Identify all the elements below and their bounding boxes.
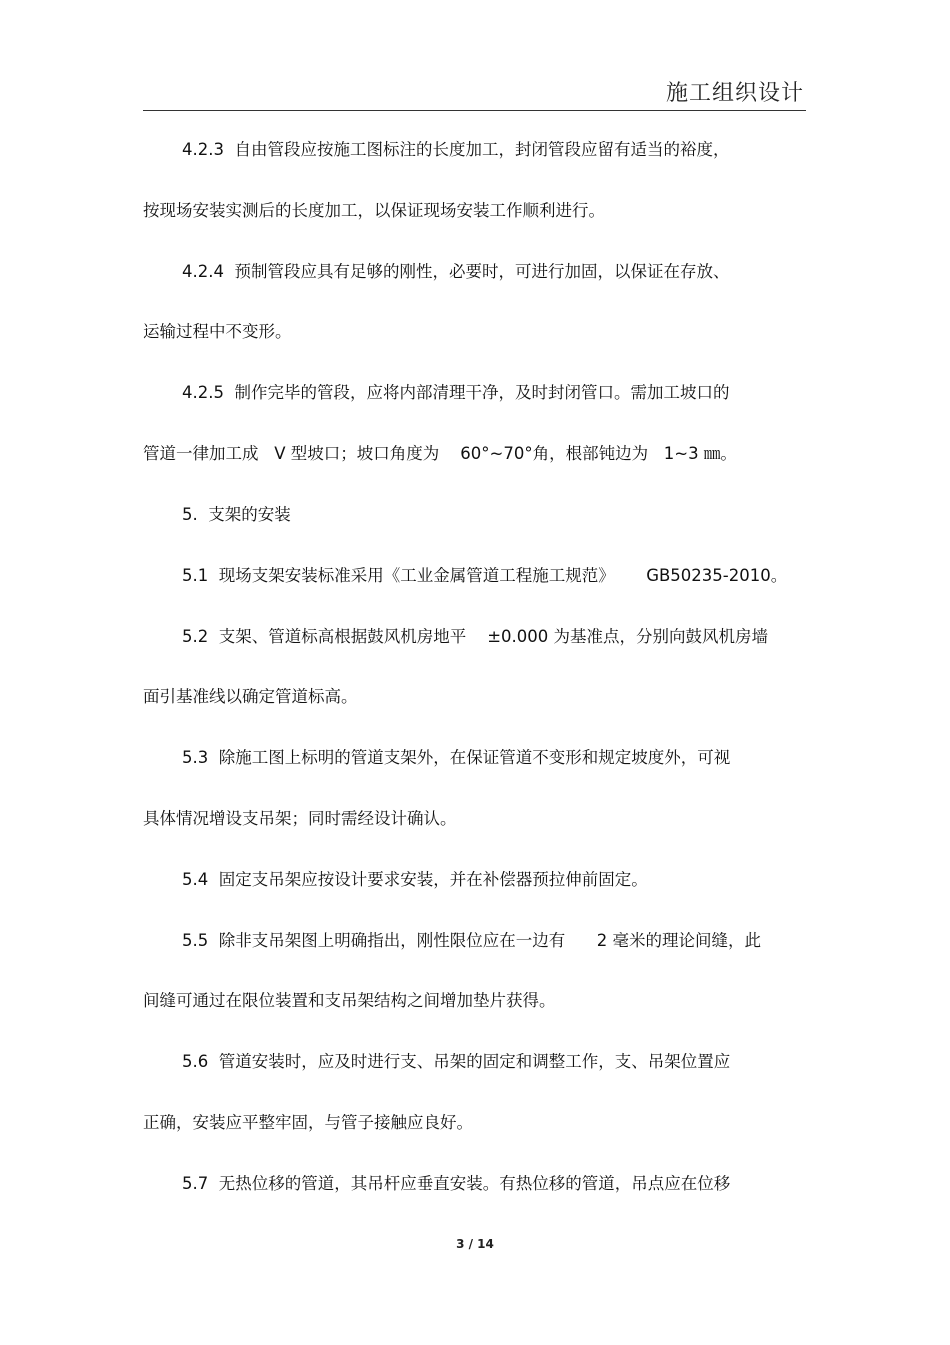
text-line: 间缝可通过在限位装置和支吊架结构之间增加垫片获得。: [143, 991, 556, 1010]
text-line: 5.3 除施工图上标明的管道支架外，在保证管道不变形和规定坡度外，可视: [182, 748, 731, 767]
page-number: 3 / 14: [456, 1237, 494, 1251]
text-line: 具体情况增设支吊架；同时需经设计确认。: [143, 809, 457, 828]
text-line: 5.6 管道安装时，应及时进行支、吊架的固定和调整工作，支、吊架位置应: [182, 1052, 731, 1071]
header-divider: [143, 110, 806, 111]
text-line: 5.2 支架、管道标高根据鼓风机房地平 ±0.000 为基准点，分别向鼓风机房墙: [182, 627, 769, 646]
text-line: 5.7 无热位移的管道，其吊杆应垂直安装。有热位移的管道，吊点应在位移: [182, 1174, 731, 1193]
header-title: 施工组织设计: [665, 81, 804, 106]
text-line: 5.1 现场支架安装标准采用《工业金属管道工程施工规范》 GB50235-2010。: [182, 566, 788, 585]
section-heading: 5. 支架的安装: [182, 505, 291, 524]
text-line: 5.5 除非支吊架图上明确指出，刚性限位应在一边有 2 毫米的理论间缝，此: [182, 931, 761, 950]
text-line: 4.2.5 制作完毕的管段，应将内部清理干净，及时封闭管口。需加工坡口的: [182, 383, 730, 402]
text-line: 管道一律加工成 V 型坡口；坡口角度为 60°~70°角，根部钝边为 1~3 ㎜。: [143, 444, 737, 463]
text-line: 运输过程中不变形。: [143, 322, 292, 341]
text-line: 4.2.3 自由管段应按施工图标注的长度加工，封闭管段应留有适当的裕度，: [182, 140, 730, 159]
text-line: 面引基准线以确定管道标高。: [143, 687, 358, 706]
text-line: 5.4 固定支吊架应按设计要求安装，并在补偿器预拉伸前固定。: [182, 870, 648, 889]
text-line: 4.2.4 预制管段应具有足够的刚性，必要时，可进行加固，以保证在存放、: [182, 262, 730, 281]
text-line: 正确，安装应平整牢固，与管子接触应良好。: [143, 1113, 473, 1132]
text-line: 按现场安装实测后的长度加工，以保证现场安装工作顺利进行。: [143, 201, 605, 220]
